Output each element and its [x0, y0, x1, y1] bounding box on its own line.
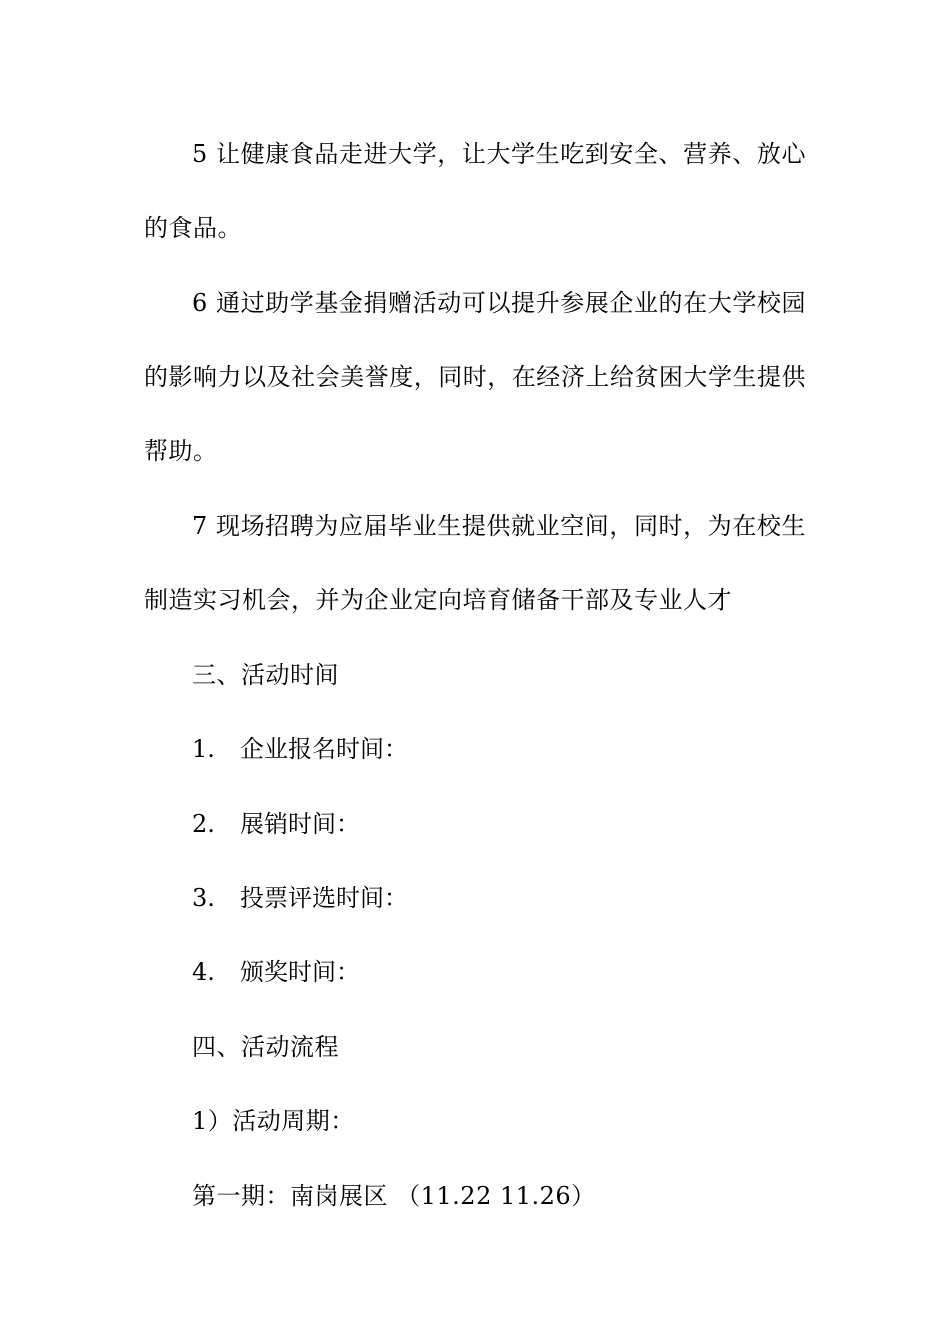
section-4-heading: 四、活动流程	[192, 1033, 339, 1061]
activity-cycle-label: 1）活动周期：	[192, 1107, 355, 1135]
list-item-number: 3.	[192, 884, 215, 912]
paragraph-6-line-1: 6 通过助学基金捐赠活动可以提升参展企业的在大学校园	[192, 289, 806, 317]
list-item-number: 1.	[192, 735, 215, 763]
section-3-heading: 三、活动时间	[192, 661, 339, 689]
paragraph-5-line-2: 的食品。	[144, 214, 242, 242]
list-item-text: 颁奖时间：	[240, 958, 360, 986]
list-item-text: 企业报名时间：	[240, 735, 408, 763]
paragraph-7-line-2: 制造实习机会，并为企业定向培育储备干部及专业人才	[144, 586, 732, 614]
list-item-number: 2.	[192, 810, 215, 838]
list-item-text: 投票评选时间：	[240, 884, 408, 912]
phase-1-line: 第一期：南岗展区 （11.22 11.26）	[192, 1182, 596, 1210]
paragraph-5-line-1: 5 让健康食品走进大学，让大学生吃到安全、营养、放心	[192, 140, 806, 168]
list-item-number: 4.	[192, 958, 215, 986]
paragraph-6-line-2: 的影响力以及社会美誉度，同时，在经济上给贫困大学生提供	[144, 363, 806, 391]
paragraph-7-line-1: 7 现场招聘为应届毕业生提供就业空间，同时，为在校生	[192, 512, 806, 540]
list-item-text: 展销时间：	[240, 810, 360, 838]
paragraph-6-line-3: 帮助。	[144, 437, 218, 465]
